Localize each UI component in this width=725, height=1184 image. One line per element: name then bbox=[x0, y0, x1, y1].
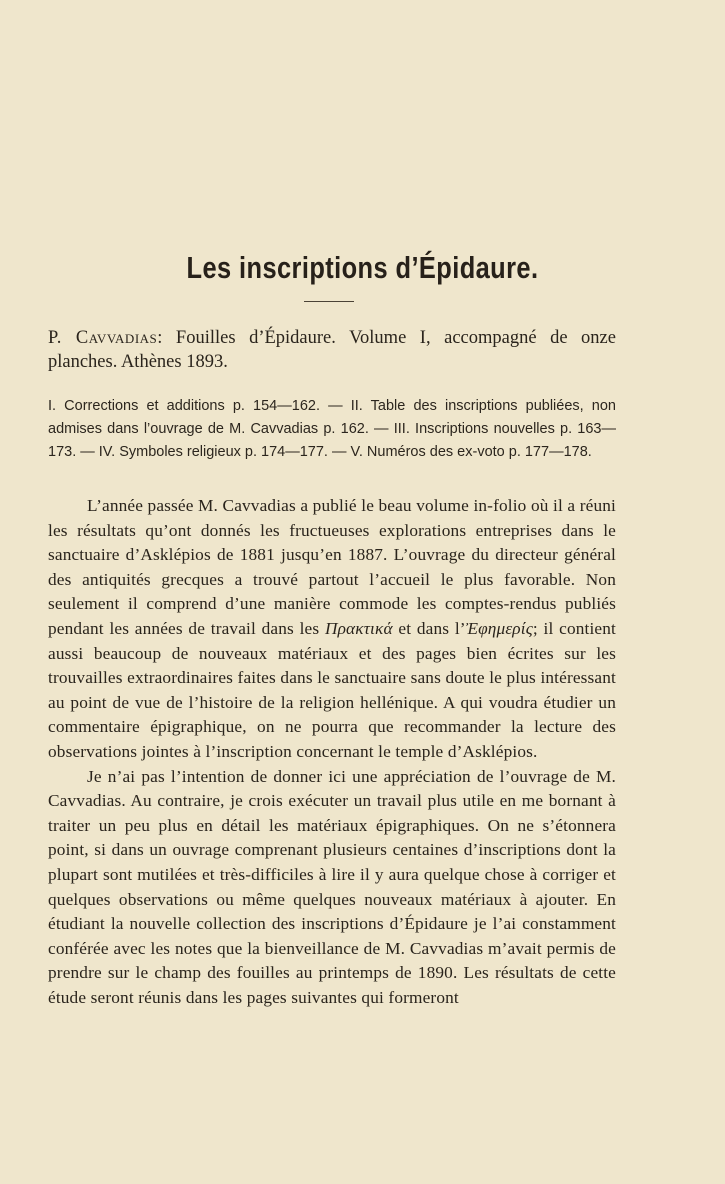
article-title: Les inscriptions d’Épidaure. bbox=[186, 250, 539, 285]
table-of-contents: I. Corrections et additions p. 154—162. — II. Table des inscriptions publiées, non admises dans l’ouvrage de M. Cavvadias p. 162. — III. Inscriptions nouvelles p. 163—173. — IV. Symboles religieux p. 174—177. — V. Numéros des ex-voto p. 177—178. bbox=[48, 398, 616, 460]
paragraph-1 bbox=[48, 494, 616, 765]
greek-title-ephemeris: Ἐφημερίς bbox=[465, 618, 533, 638]
paragraph-1-part-3: ; il contient aussi beaucoup de nouveaux matériaux et des pages bien écrites sur les trouvailles extraordinaires faites dans le sanctuaire sans doute le plus intéressant au point de vue de l’histoire de la religion hellénique. A qui voudra étudier un commentaire épigraphique, on ne pourra que recommander la lecture des observations jointes à l’inscription concernant le temple d’Asklépios. bbox=[48, 618, 616, 761]
paragraph-1-part-2: et dans l’ bbox=[392, 618, 466, 638]
bibliographic-citation bbox=[48, 326, 616, 374]
paragraph-2: Je n’ai pas l’intention de donner ici une appréciation de l’ouvrage de M. Cavvadias. Au contraire, je crois exécuter un travail plus utile en me bornant à traiter un peu plus en détail les matériaux épigraphiques. On ne s’étonnera point, si dans un ouvrage comprenant plusieurs centaines d’inscriptions dont la plupart sont mutilées et très-difficiles à lire il y aura quelque chose à corriger et quelques observations ou même quelques nouveaux matériaux à ajouter. En étudiant la nouvelle collection des inscriptions d’Épidaure je l’ai constamment conférée avec les notes que la bienveillance de M. Cavvadias m’avait permis de prendre sur le champ des fouilles au printemps de 1890. Les résultats de cette étude seront réunis dans les pages suivantes qui formeront bbox=[48, 766, 616, 1007]
citation-separator: : bbox=[157, 328, 163, 348]
greek-title-praktika: Πρακτικά bbox=[324, 618, 393, 638]
article-body bbox=[48, 494, 616, 1010]
paragraph-1-part-1: L’année passée M. Cavvadias a publié le beau volume in-folio où il a réuni les résultats qu’ont donnés les fructueuses explorations entreprises dans le sanctuaire d’Asklépios de 1881 jusqu’en 1887. L’ouvrage du directeur général des antiquités grecques a trouvé partout l’accueil le plus favorable. Non seulement il comprend d’une manière commode les comptes-rendus publiés pendant les années de travail dans les bbox=[48, 496, 616, 638]
title-divider bbox=[304, 301, 354, 302]
citation-author: P. Cavvadias bbox=[48, 328, 158, 348]
citation-text: Fouilles d’Épidaure. Volume I, accompagné de onze planches. Athènes 1893. bbox=[48, 328, 616, 372]
